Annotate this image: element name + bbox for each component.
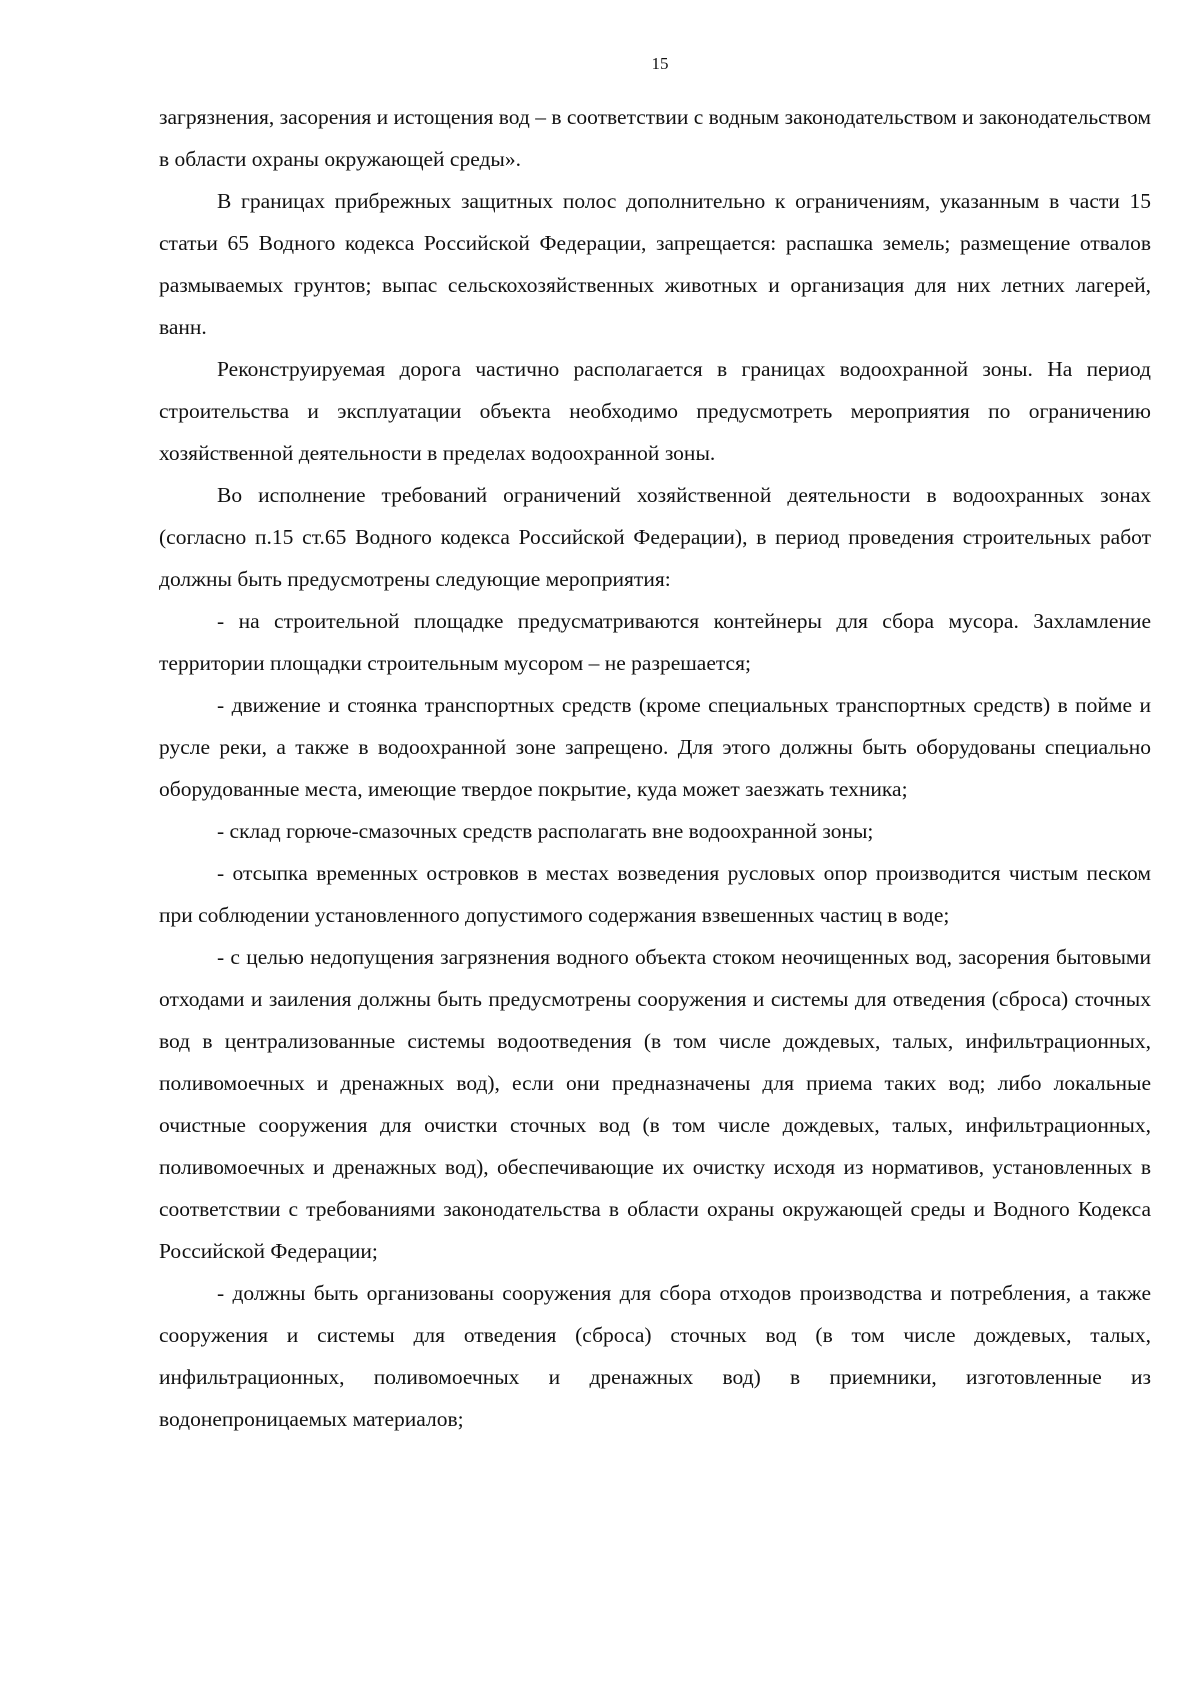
page-number: 15 <box>651 54 669 73</box>
paragraph-measures-intro: Во исполнение требований ограничений хозяйственной деятельности в водоохранных зонах (согласно п.15 ст.65 Водного кодекса Российской Федерации), в период проведения строительных работ должны быть предусмотрены следующие мероприятия: <box>159 483 1151 591</box>
list-item-wastewater-systems: - с целью недопущения загрязнения водного объекта стоком неочищенных вод, засорения бытовыми отходами и заиления должны быть предусмотрены сооружения и системы для отведения (сброса) сточных вод в централизованные системы водоотведения (в том числе дождевых, талых, инфильтрационных, поливомоечных и дренажных вод), если они предназначены для приема таких вод; либо локальные очистные сооружения для очистки сточных вод (в том числе дождевых, талых, инфильтрационных, поливомоечных и дренажных вод), обеспечивающие их очистку исходя из нормативов, установленных в соответствии с требованиями законодательства в области охраны окружающей среды и Водного Кодекса Российской Федерации; <box>159 945 1151 1263</box>
document-body <box>159 96 1151 1440</box>
paragraph-continuation: загрязнения, засорения и истощения вод – в соответствии с водным законодательством и законодательством в области охраны окружающей среды». <box>159 105 1152 171</box>
list-item-island-fill: - отсыпка временных островков в местах возведения русловых опор производится чистым песком при соблюдении установленного допустимого содержания взвешенных частиц в воде; <box>159 861 1151 927</box>
paragraph-coastal-strip-restrictions: В границах прибрежных защитных полос дополнительно к ограничениям, указанным в части 15 статьи 65 Водного кодекса Российской Федерации, запрещается: распашка земель; размещение отвалов размываемых грунтов; выпас сельскохозяйственных животных и организация для них летних лагерей, ванн. <box>159 189 1151 339</box>
list-item-waste-containers: - на строительной площадке предусматриваются контейнеры для сбора мусора. Захламление территории площадки строительным мусором – не разрешается; <box>159 609 1151 675</box>
list-item-vehicle-traffic: - движение и стоянка транспортных средств (кроме специальных транспортных средств) в пойме и русле реки, а также в водоохранной зоне запрещено. Для этого должны быть оборудованы специально оборудованные места, имеющие твердое покрытие, куда может заезжать техника; <box>159 693 1151 801</box>
list-item-fuel-storage: - склад горюче-смазочных средств располагать вне водоохранной зоны; <box>217 819 874 843</box>
paragraph-road-in-water-zone: Реконструируемая дорога частично располагается в границах водоохранной зоны. На период строительства и эксплуатации объекта необходимо предусмотреть мероприятия по ограничению хозяйственной деятельности в пределах водоохранной зоны. <box>159 357 1151 465</box>
list-item-waste-collection: - должны быть организованы сооружения для сбора отходов производства и потребления, а также сооружения и системы для отведения (сброса) сточных вод (в том числе дождевых, талых, инфильтрационных, поливомоечных и дренажных вод) в приемники, изготовленные из водонепроницаемых материалов; <box>159 1281 1151 1431</box>
